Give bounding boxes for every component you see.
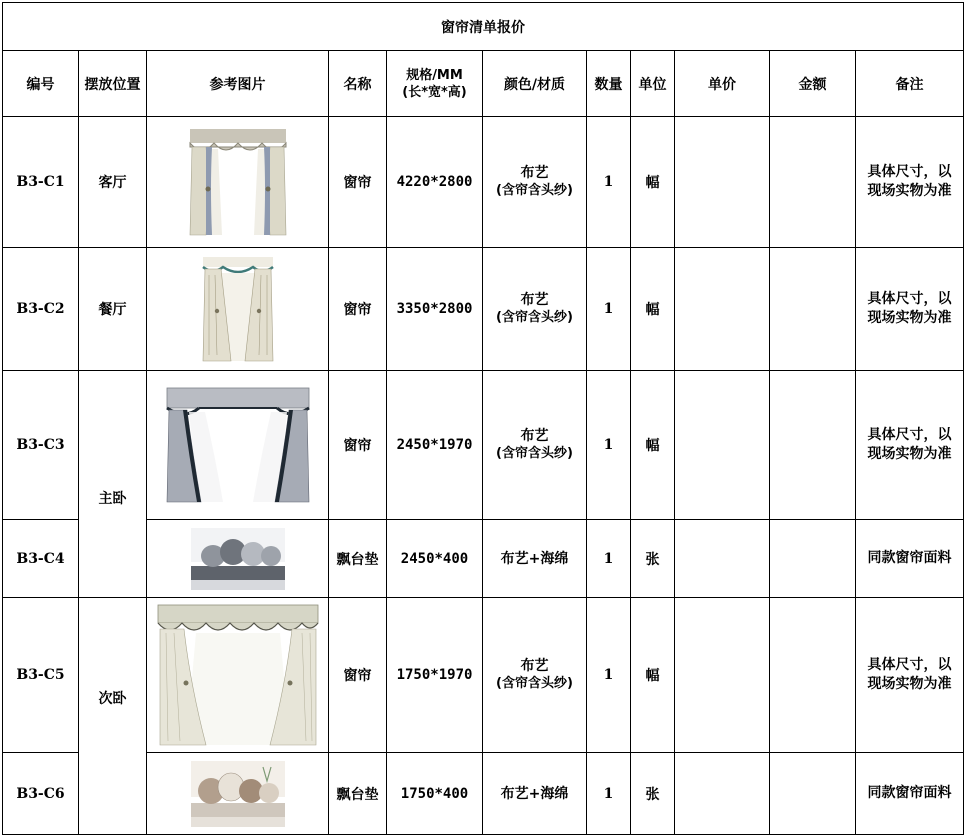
row-note-line1: 具体尺寸，以 bbox=[867, 657, 952, 673]
row-name: 窗帘 bbox=[329, 371, 387, 520]
window-seat-cushion-icon bbox=[189, 526, 287, 592]
row-qty: 1 bbox=[587, 520, 631, 598]
row-qty: 1 bbox=[587, 248, 631, 371]
row-unit: 幅 bbox=[631, 117, 675, 248]
row-material bbox=[483, 117, 587, 248]
table-row bbox=[3, 598, 964, 753]
header-price: 单价 bbox=[675, 51, 770, 117]
row-spec: 1750*1970 bbox=[387, 598, 483, 753]
row-note-line1: 具体尺寸，以 bbox=[867, 164, 952, 180]
table-row bbox=[3, 117, 964, 248]
row-material bbox=[483, 598, 587, 753]
row-amount[interactable] bbox=[770, 248, 856, 371]
row-note-line2: 现场实物为准 bbox=[867, 676, 952, 692]
row-material bbox=[483, 520, 587, 598]
row-spec: 4220*2800 bbox=[387, 117, 483, 248]
row-image bbox=[147, 371, 329, 520]
row-note-line1: 具体尺寸，以 bbox=[867, 291, 952, 307]
row-image bbox=[147, 520, 329, 598]
row-name: 窗帘 bbox=[329, 598, 387, 753]
row-position: 次卧 bbox=[79, 598, 147, 835]
header-spec bbox=[387, 51, 483, 117]
row-name: 窗帘 bbox=[329, 117, 387, 248]
row-material-line1: 布艺 bbox=[520, 165, 549, 181]
row-code: B3-C6 bbox=[3, 753, 79, 835]
row-qty: 1 bbox=[587, 598, 631, 753]
row-note bbox=[856, 598, 964, 753]
row-code: B3-C2 bbox=[3, 248, 79, 371]
header-note: 备注 bbox=[856, 51, 964, 117]
row-note-line2: 现场实物为准 bbox=[867, 183, 952, 199]
row-material-line2: (含帘含头纱) bbox=[496, 310, 573, 325]
row-price[interactable] bbox=[675, 371, 770, 520]
header-unit: 单位 bbox=[631, 51, 675, 117]
row-material-line1: 布艺 bbox=[520, 658, 549, 674]
row-note-line1: 同款窗帘面料 bbox=[867, 550, 952, 566]
curtain-box-valance-icon bbox=[165, 386, 311, 504]
row-amount[interactable] bbox=[770, 598, 856, 753]
row-price[interactable] bbox=[675, 117, 770, 248]
row-image bbox=[147, 248, 329, 371]
row-image bbox=[147, 753, 329, 835]
row-note bbox=[856, 520, 964, 598]
table-row bbox=[3, 520, 964, 598]
row-material-line1: 布艺 bbox=[520, 428, 549, 444]
row-unit: 张 bbox=[631, 753, 675, 835]
table-row bbox=[3, 371, 964, 520]
table-row bbox=[3, 248, 964, 371]
curtain-scallop-valance-icon bbox=[156, 603, 320, 747]
row-unit: 张 bbox=[631, 520, 675, 598]
window-seat-pillows-icon bbox=[189, 759, 287, 829]
row-note-line2: 现场实物为准 bbox=[867, 446, 952, 462]
table-row bbox=[3, 753, 964, 835]
curtain-valance-scallop-icon bbox=[188, 127, 288, 237]
row-price[interactable] bbox=[675, 520, 770, 598]
table-title: 窗帘清单报价 bbox=[3, 3, 964, 51]
row-note-line1: 具体尺寸，以 bbox=[867, 427, 952, 443]
curtain-valance-trim-icon bbox=[201, 255, 275, 363]
header-image: 参考图片 bbox=[147, 51, 329, 117]
row-material bbox=[483, 371, 587, 520]
row-amount[interactable] bbox=[770, 753, 856, 835]
header-material: 颜色/材质 bbox=[483, 51, 587, 117]
curtain-quote-table bbox=[2, 2, 964, 835]
header-spec-line2: (长*宽*高) bbox=[402, 84, 467, 100]
row-qty: 1 bbox=[587, 753, 631, 835]
row-unit: 幅 bbox=[631, 248, 675, 371]
row-note-line2: 现场实物为准 bbox=[867, 310, 952, 326]
row-code: B3-C3 bbox=[3, 371, 79, 520]
row-material-line2: (含帘含头纱) bbox=[496, 446, 573, 461]
row-material-line1: 布艺 bbox=[520, 292, 549, 308]
row-note bbox=[856, 753, 964, 835]
row-name: 飘台垫 bbox=[329, 753, 387, 835]
row-amount[interactable] bbox=[770, 520, 856, 598]
row-material-line2: (含帘含头纱) bbox=[496, 676, 573, 691]
row-note bbox=[856, 117, 964, 248]
header-amount: 金额 bbox=[770, 51, 856, 117]
row-qty: 1 bbox=[587, 117, 631, 248]
row-price[interactable] bbox=[675, 598, 770, 753]
header-name: 名称 bbox=[329, 51, 387, 117]
row-note bbox=[856, 248, 964, 371]
header-code: 编号 bbox=[3, 51, 79, 117]
row-name: 窗帘 bbox=[329, 248, 387, 371]
row-note bbox=[856, 371, 964, 520]
row-spec: 2450*1970 bbox=[387, 371, 483, 520]
row-note-line1: 同款窗帘面料 bbox=[867, 785, 952, 801]
row-position: 餐厅 bbox=[79, 248, 147, 371]
row-amount[interactable] bbox=[770, 371, 856, 520]
row-material-line1: 布艺+海绵 bbox=[500, 550, 569, 567]
row-name: 飘台垫 bbox=[329, 520, 387, 598]
row-spec: 3350*2800 bbox=[387, 248, 483, 371]
header-qty: 数量 bbox=[587, 51, 631, 117]
row-material bbox=[483, 753, 587, 835]
row-material-line1: 布艺+海绵 bbox=[500, 785, 569, 802]
row-image bbox=[147, 598, 329, 753]
row-code: B3-C1 bbox=[3, 117, 79, 248]
header-row bbox=[3, 51, 964, 117]
row-spec: 1750*400 bbox=[387, 753, 483, 835]
row-code: B3-C4 bbox=[3, 520, 79, 598]
row-image bbox=[147, 117, 329, 248]
header-spec-line1: 规格/MM bbox=[406, 67, 463, 83]
row-unit: 幅 bbox=[631, 371, 675, 520]
row-qty: 1 bbox=[587, 371, 631, 520]
row-spec: 2450*400 bbox=[387, 520, 483, 598]
row-code: B3-C5 bbox=[3, 598, 79, 753]
row-price[interactable] bbox=[675, 248, 770, 371]
row-amount[interactable] bbox=[770, 117, 856, 248]
row-position: 客厅 bbox=[79, 117, 147, 248]
row-position: 主卧 bbox=[79, 371, 147, 598]
row-material-line2: (含帘含头纱) bbox=[496, 183, 573, 198]
row-price[interactable] bbox=[675, 753, 770, 835]
row-unit: 幅 bbox=[631, 598, 675, 753]
header-position: 摆放位置 bbox=[79, 51, 147, 117]
row-material bbox=[483, 248, 587, 371]
